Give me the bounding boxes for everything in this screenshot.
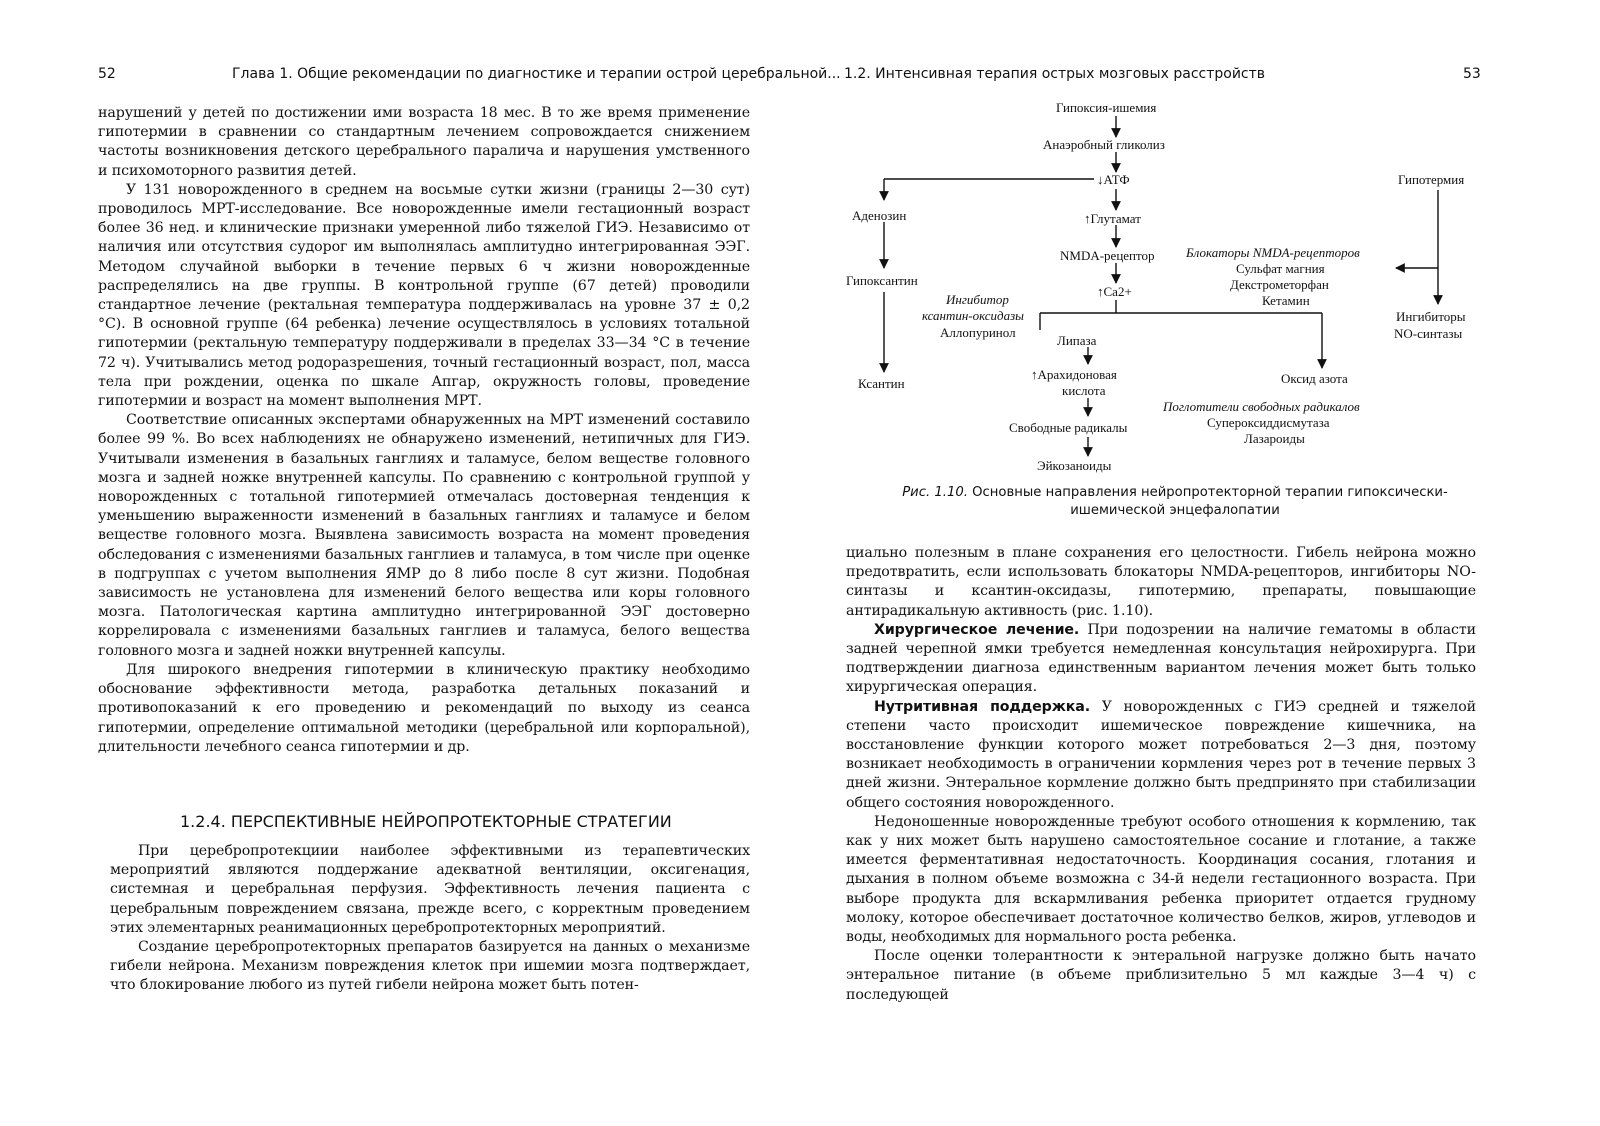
left-running-head: Глава 1. Общие рекомендации по диагностике и терапии острой церебральной...: [232, 66, 841, 82]
nutrition-title: Нутритивная поддержка.: [874, 698, 1091, 715]
drug-mg-sulfate: Сульфат магния: [1236, 261, 1325, 276]
inhibitor-title-2: ксантин-оксидазы: [922, 308, 1024, 323]
node-arachidonic-2: кислота: [1062, 383, 1106, 398]
inhibitor-title-1: Ингибитор: [946, 292, 1009, 307]
node-glycolysis: Анаэробный гликолиз: [1043, 137, 1165, 152]
no-inhibitors-2: NO-синтазы: [1394, 326, 1463, 341]
node-calcium: ↑Са2+: [1097, 284, 1132, 299]
right-running-head: 1.2. Интенсивная терапия острых мозговых расстройств: [844, 66, 1266, 82]
no-inhibitors-1: Ингибиторы: [1396, 309, 1466, 324]
paragraph-surgery: [846, 621, 1476, 698]
nmda-blockers-title: Блокаторы NMDA-рецепторов: [1186, 245, 1360, 260]
nutrition-text: У новорожденных с ГИЭ средней и тяжелой степени часто происходит ишемическое повреждение кишечника, на восстановление функции которого может потребоваться 2—3 дня, поэтому возникает необходимость в ограничении кормления через рот в течение первых 3 дней жизни. Энтеральное кормление должно быть предпринято при стабилизации общего состояния новорожденного.: [846, 698, 1476, 811]
right-page-number: 53: [1463, 66, 1481, 82]
node-eicosanoids: Эйкозаноиды: [1037, 458, 1112, 473]
node-adenosine: Аденозин: [852, 208, 907, 223]
drug-allopurinol: Аллопуринол: [940, 325, 1016, 340]
drug-ketamine: Кетамин: [1262, 293, 1310, 308]
node-nmda: NMDA-рецептор: [1060, 248, 1155, 263]
drug-dextromethorphan: Декстрометорфан: [1230, 277, 1329, 292]
node-free-radicals: Свободные радикалы: [1009, 420, 1128, 435]
paragraph: нарушений у детей по достижении ими возраста 18 мес. В то же время применение гипотермии в сравнении со стандартным лечением сопровождается снижением частоты возникновения детского церебрального паралича и нарушения умственного и психомоторного развития детей.: [98, 105, 750, 179]
figure-caption: [860, 484, 1490, 520]
paragraph: Недоношенные новорожденные требуют особого отношения к кормлению, так как у них может быть нарушено самостоятельное сосание и глотание, а также имеется ферментативная недостаточность. Координация сосания, глотания и дыхания в полном объеме возможна с 34-й недели гестационного возраста. При выборе продукта для вскармливания ребенка приоритет отдается грудному молоку, которое обеспечивает достаточное количество белков, жиров, углеводов и воды, необходимых для нормального роста ребенка.: [846, 813, 1476, 946]
node-hypothermia: Гипотермия: [1398, 172, 1465, 187]
paragraph-nutrition: [846, 698, 1476, 813]
node-glutamate: ↑Глутамат: [1084, 211, 1141, 226]
node-xanthine: Ксантин: [858, 376, 905, 391]
paragraph: Для широкого внедрения гипотермии в клиническую практику необходимо обоснование эффективности метода, разработка детальных показаний и противопоказаний к его проведению и рекомендаций по выходу из сеанса гипотермии, определение оптимальной методики (церебральной или корпоральной), длительности лечебного сеанса гипотермии и др.: [98, 661, 750, 755]
paragraph: При церебропротекциии наиболее эффективными из терапевтических мероприятий являются поддержание адекватной вентиляции, оксигенация, системная и церебральная перфузия. Эффективность лечения пациента с церебральным повреждением связана, прежде всего, с корректным проведением этих элементарных реанимационных церебропротекторных мероприятий.: [110, 843, 750, 936]
right-body: [846, 544, 1476, 1005]
paragraph: После оценки толерантности к энтеральной нагрузке должно быть начато энтеральное питание (в объеме приблизительно 5 мл каждые 3—4 ч) с последующей: [846, 948, 1476, 1003]
caption-text: Основные направления нейропротекторной терапии гипоксически-ишемической энцефалопатии: [972, 485, 1448, 518]
node-arachidonic-1: ↑Арахидоновая: [1031, 367, 1117, 382]
paragraph: Соответствие описанных экспертами обнаруженных на МРТ изменений составило более 99 %. Во всех наблюдениях не обнаружено изменений, нетипичных для ГИЭ. Учитывали изменения в базальных ганглиях и таламусе, белом веществе головного мозга и задней ножке внутренней капсулы. По сравнению с контрольной группой у новорожденных с тотальной гипотермией отмечалась достоверная тенденция к уменьшению выраженности изменений в базальных ганглиях и таламусе и белом веществе головного мозга. Выявлена зависимость возраста на момент проведения обследования с изменениями базальных ганглиев и таламуса, в том числе при оценке в подгруппах с учетом выполнения ЯМР до 8 либо после 8 сут жизни. Подобная зависимость не установлена для изменений белого вещества или коры головного мозга. Патологическая картина амплитудно интегрированной ЭЭГ достоверно коррелировала с изменениями базальных ганглиев и таламуса, белого вещества головного мозга и задней ножки внутренней капсулы.: [98, 412, 750, 659]
paragraph: циально полезным в плане сохранения его целостности. Гибель нейрона можно предотвратить, если использовать блокаторы NMDA-рецепторов, ингибиторы NO-синтазы и ксантин-оксидазы, гипотермию, препараты, повышающие антирадикальную активность (рис. 1.10).: [846, 545, 1476, 619]
drug-sod: Супероксиддисмутаза: [1207, 415, 1330, 430]
node-lipase: Липаза: [1057, 333, 1097, 348]
node-hypoxanthine: Гипоксантин: [846, 273, 918, 288]
scavengers-title: Поглотители свободных радикалов: [1163, 399, 1360, 414]
caption-label: Рис. 1.10.: [902, 485, 968, 500]
node-nitric-oxide: Оксид азота: [1281, 371, 1348, 386]
paragraph: Создание церебропротекторных препаратов базируется на данных о механизме гибели нейрона. Механизм повреждения клеток при ишемии мозга подтверждает, что блокирование любого из путей гибели нейрона может быть потен-: [110, 939, 750, 994]
node-hypoxia: Гипоксия-ишемия: [1056, 100, 1157, 115]
section-heading: 1.2.4. ПЕРСПЕКТИВНЫЕ НЕЙРОПРОТЕКТОРНЫЕ СТРАТЕГИИ: [180, 812, 672, 831]
node-atp: ↓АТФ: [1097, 172, 1130, 187]
left-section-body: [110, 842, 750, 996]
drug-lazaroids: Лазароиды: [1244, 431, 1305, 446]
paragraph: У 131 новорожденного в среднем на восьмые сутки жизни (границы 2—30 сут) проводилось МРТ-исследование. Все новорожденные имели гестационный возраст более 36 нед. и клинические признаки умеренной либо тяжелой ГИЭ. Независимо от наличия или отсутствия судорог им выполнялась амплитудно интегрированная ЭЭГ. Методом случайной выборки в течение первых 6 ч жизни новорожденные распределялись на две группы. В контрольной группе (67 детей) проводили стандартное лечение (ректальная температура поддерживалась на уровне 37 ± 0,2 °С). В основной группе (64 ребенка) лечение осуществлялось в условиях тотальной гипотермии (ректальную температуру поддерживали в пределах 33—34 °С в течение 72 ч). Учитывались метод родоразрешения, точный гестационный возраст, пол, масса тела при рождении, оценка по шкале Апгар, окружность головы, проведение гипотермии и возраст на момент выполнения МРТ.: [98, 181, 750, 410]
surgery-text: При подозрении на наличие гематомы в области задней черепной ямки требуется немедленная консультация нейрохирурга. При подтверждении диагноза единственным вариантом лечения может быть только хирургическая операция.: [846, 621, 1476, 696]
surgery-title: Хирургическое лечение.: [874, 621, 1080, 638]
pathway-diagram: [0, 0, 1600, 480]
left-page-number: 52: [98, 66, 116, 82]
diagram-arrows: [0, 0, 1600, 480]
